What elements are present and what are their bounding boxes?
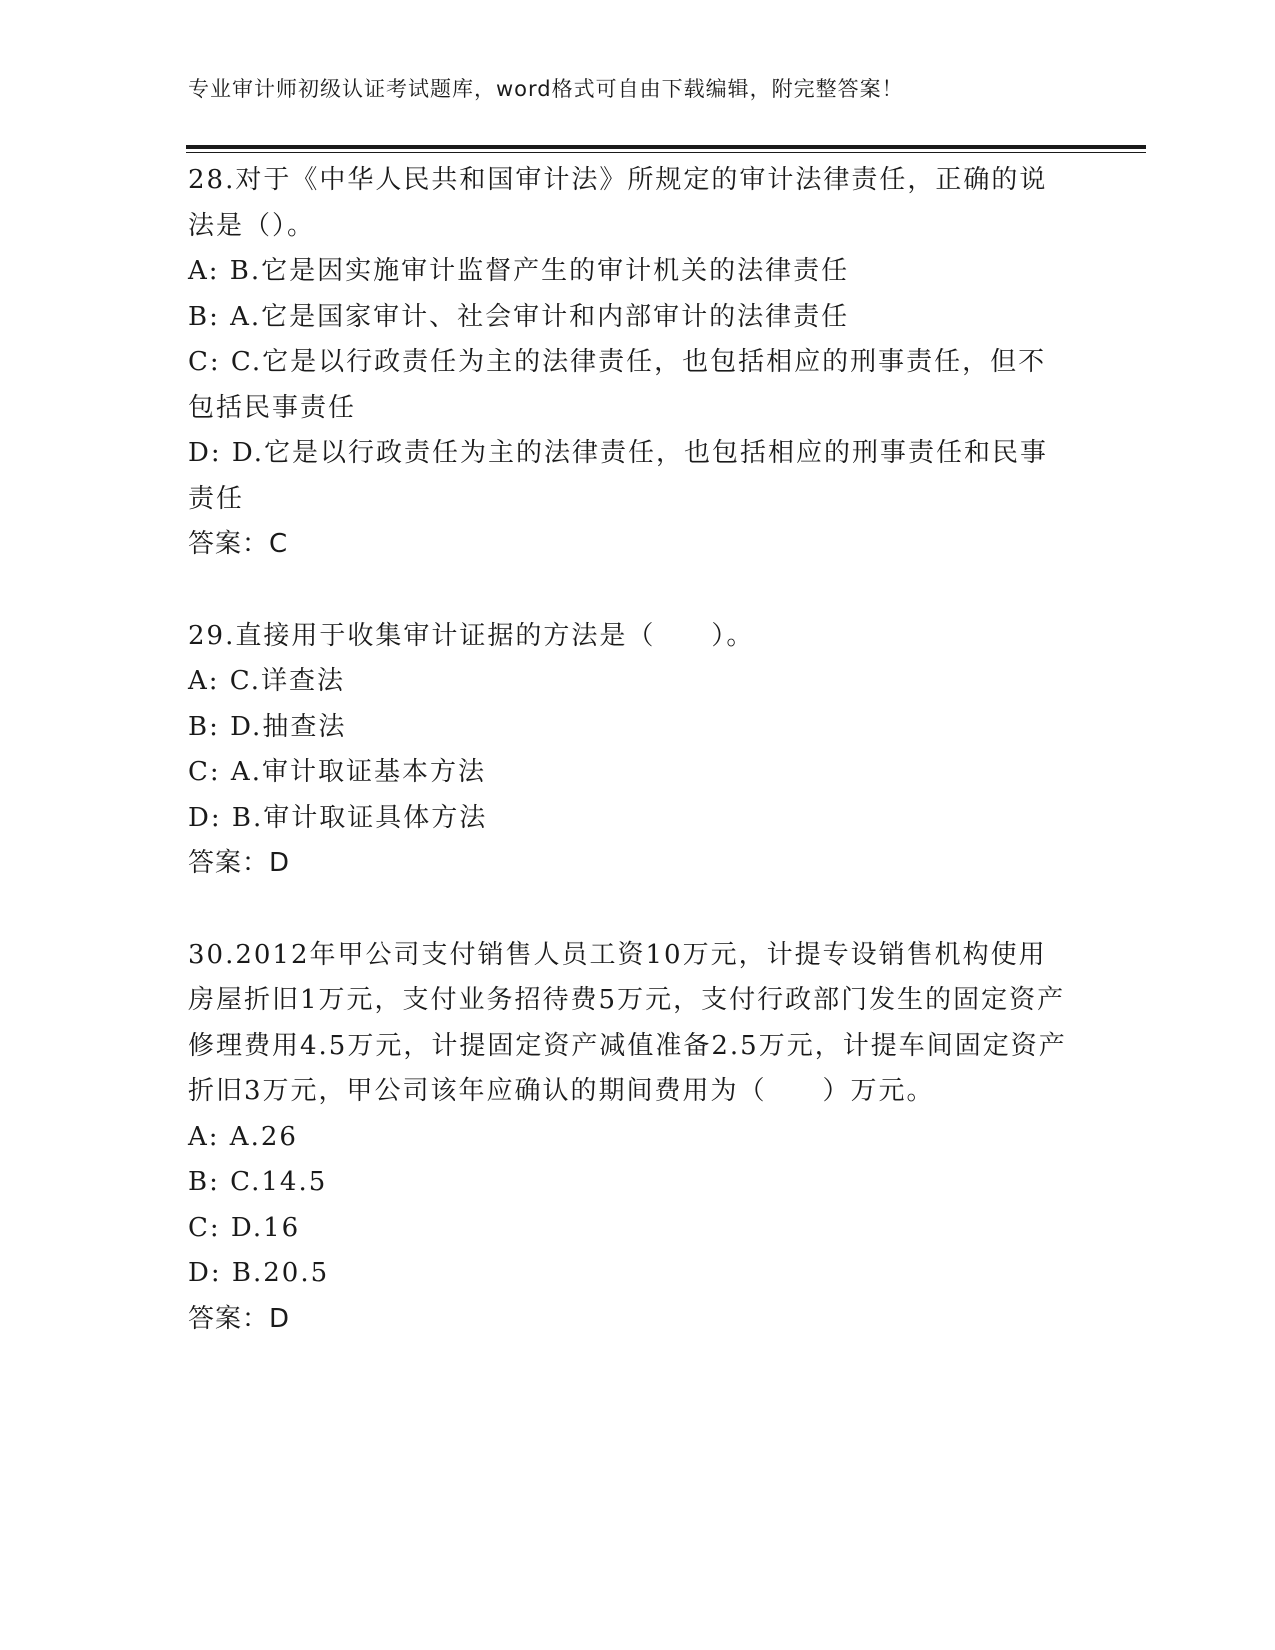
option-a: A: A.26	[188, 1121, 298, 1152]
option-c: C: C.它是以行政责任为主的法律责任，也包括相应的刑事责任，但不包括民事责任	[188, 347, 1047, 423]
option-d: D: D.它是以行政责任为主的法律责任，也包括相应的刑事责任和民事责任	[188, 438, 1049, 514]
question-text: 30.2012年甲公司支付销售人员工资10万元，计提专设销售机构使用房屋折旧1万元，支付业务招待费5万元，支付行政部门发生的固定资产修理费用4.5万元，计提固定资产减值准备2.5万元，计提车间固定资产折旧3万元，甲公司该年应确认的期间费用为（ ）万元。	[188, 939, 1067, 1106]
document-header: 专业审计师初级认证考试题库，word格式可自由下载编辑，附完整答案！	[188, 77, 904, 101]
question-text: 28.对于《中华人民共和国审计法》所规定的审计法律责任，正确的说法是（）。	[188, 165, 1048, 241]
question-text: 29.直接用于收集审计证据的方法是（ ）。	[188, 620, 755, 651]
option-a: A: C.详查法	[188, 666, 346, 696]
option-c: C: A.审计取证基本方法	[188, 757, 486, 787]
header-rule-thick	[186, 145, 1146, 149]
question-30	[188, 933, 1068, 1343]
answer: 答案：D	[188, 1303, 291, 1334]
option-b: B: C.14.5	[188, 1167, 328, 1197]
option-b: B: D.抽查法	[188, 711, 347, 742]
option-b: B: A.它是国家审计、社会审计和内部审计的法律责任	[188, 301, 850, 332]
option-c: C: D.16	[188, 1212, 301, 1243]
header-rule-thin	[186, 152, 1146, 153]
question-list	[188, 158, 1068, 1388]
answer: 答案：C	[188, 529, 289, 559]
question-28	[188, 158, 1068, 568]
option-d: D: B.审计取证具体方法	[188, 802, 488, 833]
option-d: D: B.20.5	[188, 1258, 330, 1288]
question-29	[188, 614, 1068, 887]
answer: 答案：D	[188, 848, 291, 878]
option-a: A: B.它是因实施审计监督产生的审计机关的法律责任	[188, 256, 850, 286]
